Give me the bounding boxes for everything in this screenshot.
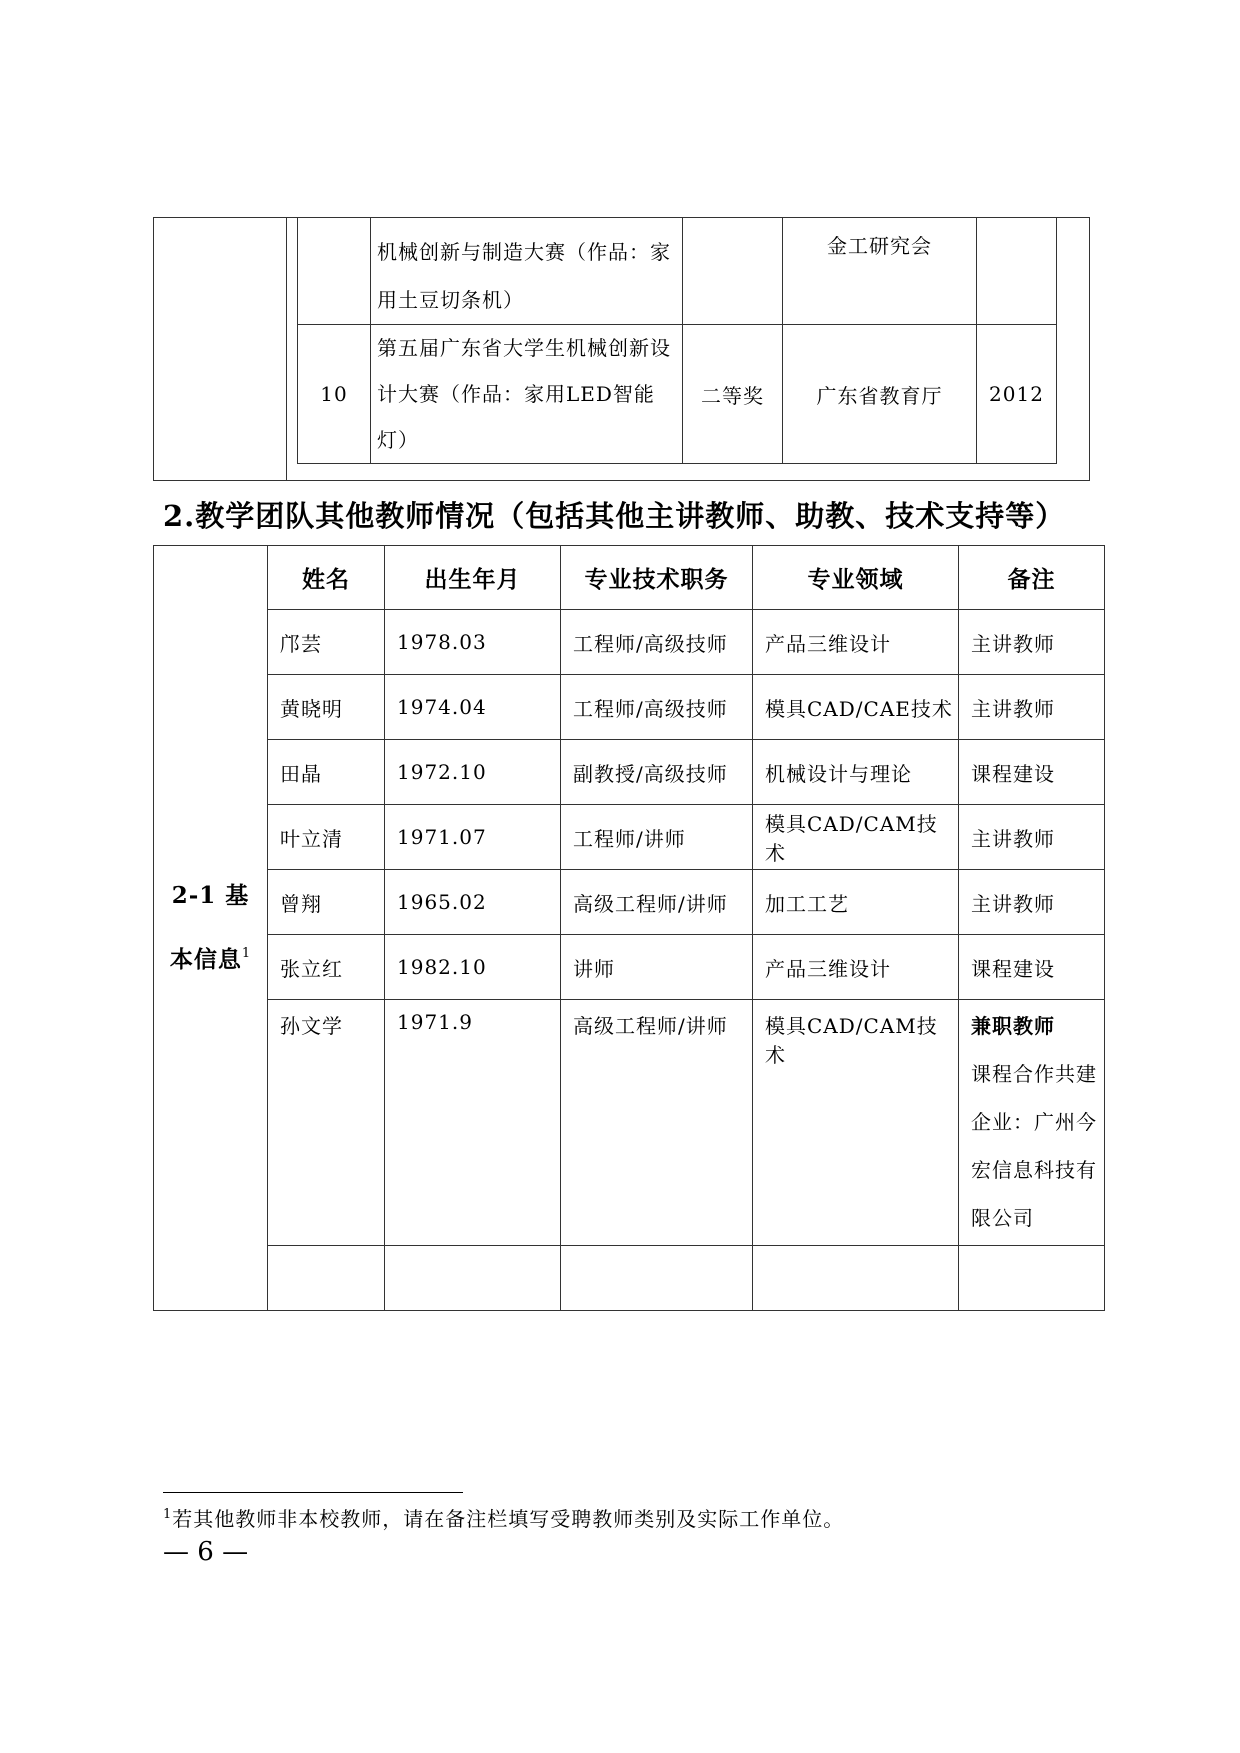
teacher-name: 叶立清 xyxy=(268,805,385,870)
teacher-note: 主讲教师 xyxy=(959,675,1105,740)
teacher-title: 工程师/讲师 xyxy=(561,805,753,870)
teacher-field: 模具CAD/CAM技术 xyxy=(753,1000,959,1246)
awards-row xyxy=(298,218,1057,325)
teacher-note-role: 兼职教师 xyxy=(971,1014,1055,1038)
teacher-note: 主讲教师 xyxy=(959,610,1105,675)
award-number xyxy=(298,218,371,325)
award-name: 机械创新与制造大赛（作品：家用土豆切条机） xyxy=(371,218,683,325)
award-number: 10 xyxy=(298,325,371,464)
table-row xyxy=(154,610,1105,675)
award-level: 二等奖 xyxy=(683,325,783,464)
teacher-birth: 1971.07 xyxy=(385,805,561,870)
table-row xyxy=(154,870,1105,935)
teacher-name: 邝芸 xyxy=(268,610,385,675)
footnote-marker: 1 xyxy=(241,946,252,961)
teacher-title: 高级工程师/讲师 xyxy=(561,870,753,935)
teacher-birth: 1971.9 xyxy=(385,1000,561,1246)
teacher-field: 机械设计与理论 xyxy=(753,740,959,805)
teacher-title: 高级工程师/讲师 xyxy=(561,1000,753,1246)
teacher-field: 模具CAD/CAE技术 xyxy=(753,675,959,740)
teacher-birth: 1982.10 xyxy=(385,935,561,1000)
table-row xyxy=(154,675,1105,740)
awards-table xyxy=(297,217,1057,464)
table-row xyxy=(154,935,1105,1000)
teacher-name: 黄晓明 xyxy=(268,675,385,740)
awards-frame-divider xyxy=(286,217,287,481)
teacher-field: 加工工艺 xyxy=(753,870,959,935)
header-birth: 出生年月 xyxy=(385,546,561,610)
header-field: 专业领域 xyxy=(753,546,959,610)
teacher-name: 曾翔 xyxy=(268,870,385,935)
empty-cell xyxy=(753,1246,959,1311)
table-row xyxy=(154,1000,1105,1246)
header-title: 专业技术职务 xyxy=(561,546,753,610)
award-level xyxy=(683,218,783,325)
footnote-rule xyxy=(163,1492,463,1493)
teacher-birth: 1972.10 xyxy=(385,740,561,805)
team-table xyxy=(153,545,1105,1311)
footnote xyxy=(163,1503,844,1532)
empty-cell xyxy=(959,1246,1105,1311)
teacher-note xyxy=(959,1000,1105,1246)
empty-cell xyxy=(561,1246,753,1311)
teacher-note: 主讲教师 xyxy=(959,870,1105,935)
teacher-note: 课程建设 xyxy=(959,935,1105,1000)
team-table-header-row xyxy=(154,546,1105,610)
teacher-field: 产品三维设计 xyxy=(753,610,959,675)
footnote-text: 若其他教师非本校教师，请在备注栏填写受聘教师类别及实际工作单位。 xyxy=(172,1507,845,1531)
empty-cell xyxy=(385,1246,561,1311)
teacher-name: 孙文学 xyxy=(268,1000,385,1246)
row-group-label xyxy=(154,546,268,1311)
footnote-marker: 1 xyxy=(163,1507,173,1522)
teacher-note: 课程建设 xyxy=(959,740,1105,805)
teacher-note: 主讲教师 xyxy=(959,805,1105,870)
section-title: 2.教学团队其他教师情况（包括其他主讲教师、助教、技术支持等） xyxy=(163,499,1066,533)
teacher-title: 工程师/高级技师 xyxy=(561,610,753,675)
header-name: 姓名 xyxy=(268,546,385,610)
award-year xyxy=(977,218,1057,325)
teacher-birth: 1965.02 xyxy=(385,870,561,935)
teacher-title: 工程师/高级技师 xyxy=(561,675,753,740)
teacher-title: 讲师 xyxy=(561,935,753,1000)
teacher-birth: 1974.04 xyxy=(385,675,561,740)
row-group-label-text: 2-1 基本信息$^1$ xyxy=(169,882,252,973)
page-number: — 6 — xyxy=(163,1537,249,1567)
table-row xyxy=(154,805,1105,870)
award-organizer: 金工研究会 xyxy=(783,218,977,325)
award-year: 2012 xyxy=(977,325,1057,464)
awards-row xyxy=(298,325,1057,464)
award-organizer: 广东省教育厅 xyxy=(783,325,977,464)
teacher-title: 副教授/高级技师 xyxy=(561,740,753,805)
award-name: 第五届广东省大学生机械创新设计大赛（作品：家用LED智能灯） xyxy=(371,325,683,464)
table-row xyxy=(154,740,1105,805)
table-row-empty xyxy=(154,1246,1105,1311)
teacher-field: 模具CAD/CAM技术 xyxy=(753,805,959,870)
teacher-note-detail: 课程合作共建企业：广州今宏信息科技有限公司 xyxy=(971,1062,1097,1230)
teacher-birth: 1978.03 xyxy=(385,610,561,675)
teacher-name: 张立红 xyxy=(268,935,385,1000)
empty-cell xyxy=(268,1246,385,1311)
teacher-name: 田晶 xyxy=(268,740,385,805)
header-note: 备注 xyxy=(959,546,1105,610)
teacher-field: 产品三维设计 xyxy=(753,935,959,1000)
